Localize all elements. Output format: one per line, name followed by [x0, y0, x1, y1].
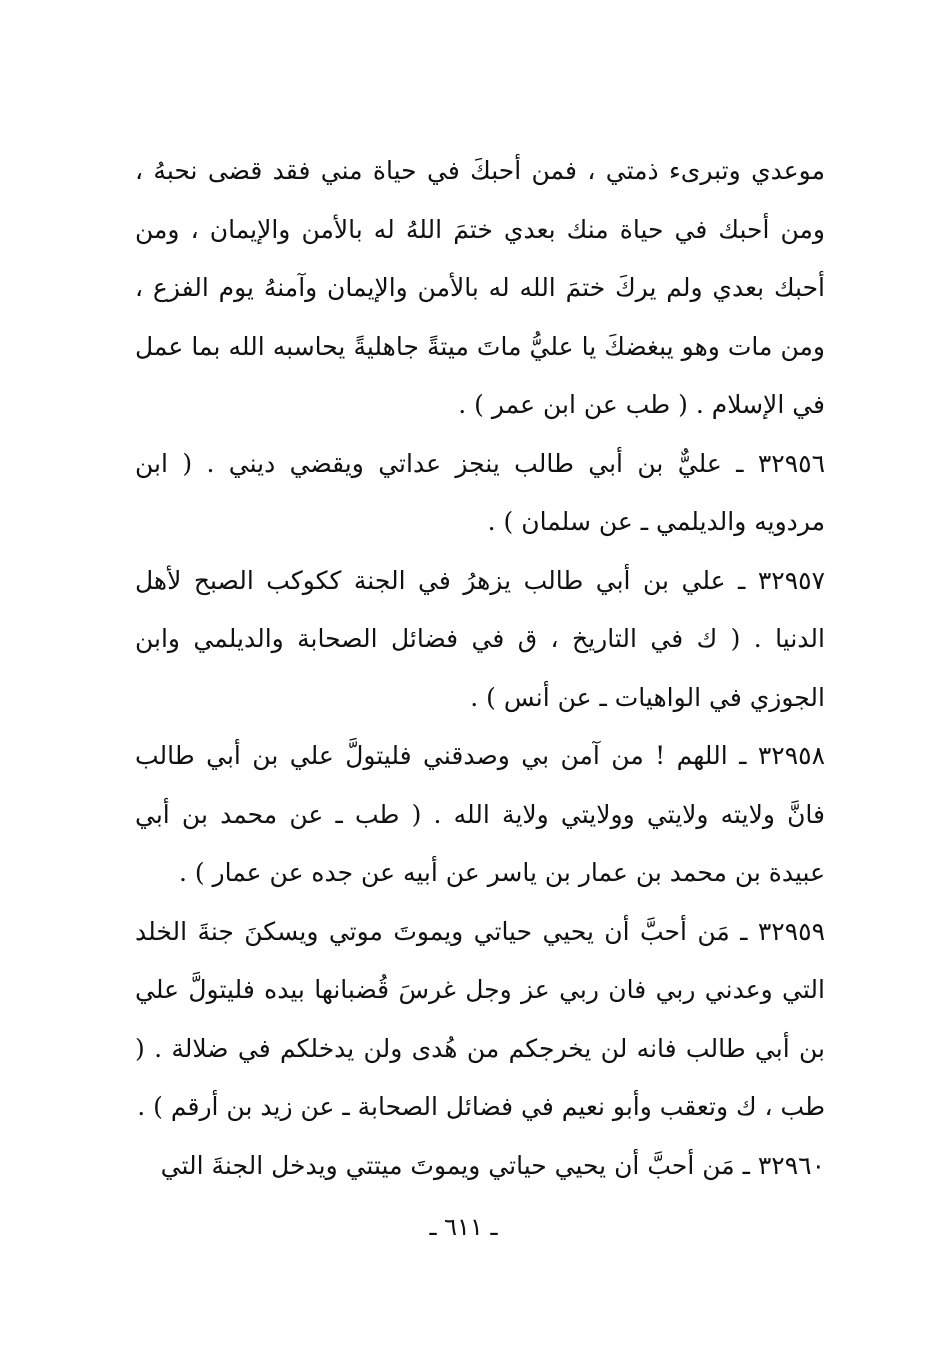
- paragraph-continuation: موعدي وتبرىء ذمتي ، فمن أحبكَ في حياة مني فقد قضى نحبهُ ، ومن أحبك في حياة منك بعدي ختمَ اللهُ له بالأمن والإيمان ، ومن أحبك بعدي ولم يركَ ختمَ الله له بالأمن والإيمان وآمنهُ يوم الفزع ، ومن مات وهو يبغضكَ يا عليُّ ماتَ ميتةً جاهليةً يحاسبه الله بما عمل في الإسلام . ( طب عن ابن عمر ) .: [135, 156, 825, 419]
- hadith-32956: ٣٢٩٥٦ ـ عليٌّ بن أبي طالب ينجز عداتي ويقضي ديني . ( ابن مردويه والديلمي ـ عن سلمان ) .: [135, 448, 825, 536]
- page-number: ـ ٦١١ ـ: [429, 1213, 498, 1241]
- hadith-32957: ٣٢٩٥٧ ـ علي بن أبي طالب يزهرُ في الجنة ككوكب الصبح لأهل الدنيا . ( ك في التاريخ ، ق في فضائل الصحابة والديلمي وابن الجوزي في الواهيات ـ عن أنس ) .: [135, 565, 825, 712]
- hadith-text-block: [135, 142, 825, 1195]
- hadith-32960: ٣٢٩٦٠ ـ مَن أحبَّ أن يحيي حياتي ويموتَ ميتتي ويدخل الجنةَ التي: [160, 1150, 825, 1180]
- hadith-32959: ٣٢٩٥٩ ـ مَن أحبَّ أن يحيي حياتي ويموتَ موتي ويسكنَ جنةَ الخلد التي وعدني ربي فان ربي عز وجل غرسَ قُضبانها بيده فليتولَّ علي بن أبي طالب فانه لن يخرجكم من هُدى ولن يدخلكم في ضلالة . ( طب ، ك وتعقب وأبو نعيم في فضائل الصحابة ـ عن زيد بن أرقم ) .: [135, 916, 825, 1121]
- hadith-32958: ٣٢٩٥٨ ـ اللهم ! من آمن بي وصدقني فليتولَّ علي بن أبي طالب فانَّ ولايته ولايتي وولايتي ولاية الله . ( طب ـ عن محمد بن أبي عبيدة بن محمد بن عمار بن ياسر عن أبيه عن جده عن عمار ) .: [135, 741, 825, 887]
